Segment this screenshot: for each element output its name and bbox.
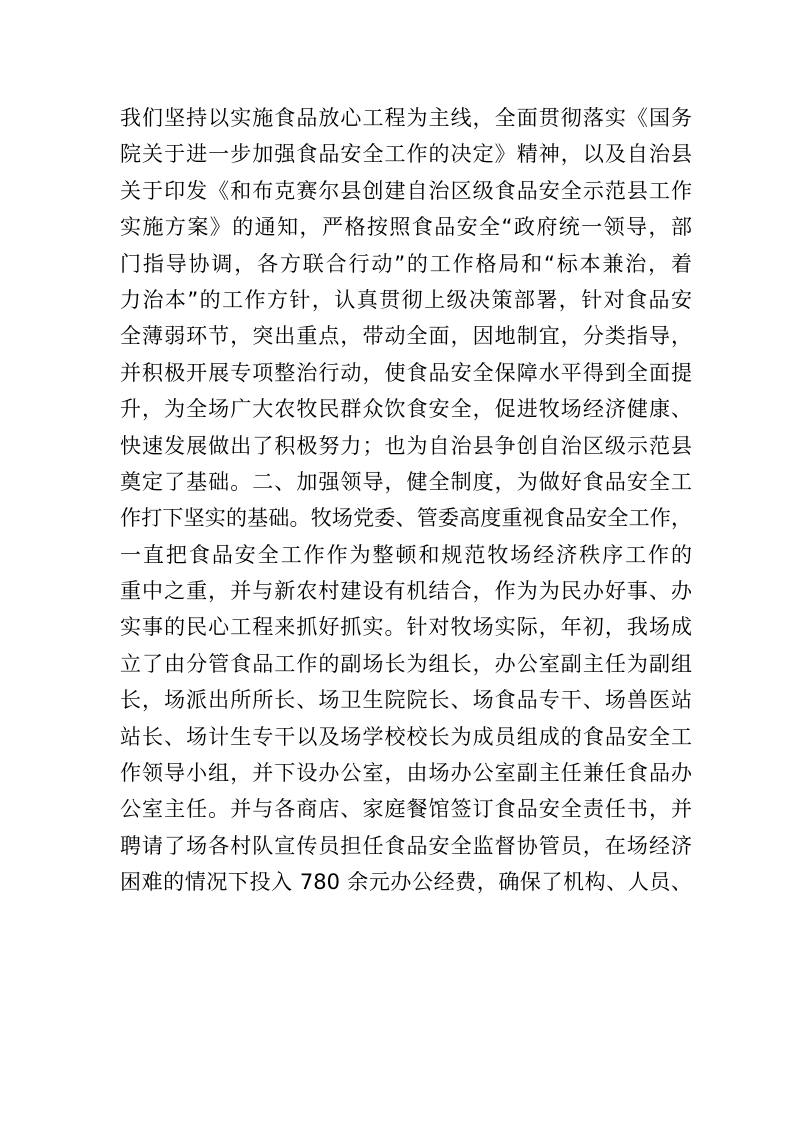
text-line: 困难的情况下投入 780 余元办公经费，确保了机构、人员、 [120, 870, 692, 895]
text-line: 重中之重，并与新农村建设有机结合，作为为民办好事、办 [120, 579, 692, 604]
text-line: 升，为全场广大农牧民群众饮食安全，促进牧场经济健康、 [120, 397, 692, 422]
text-line: 公室主任。并与各商店、家庭餐馆签订食品安全责任书，并 [120, 797, 692, 822]
text-line: 作领导小组，并下设办公室，由场办公室副主任兼任食品办 [120, 761, 692, 786]
text-line: 站长、场计生专干以及场学校校长为成员组成的食品安全工 [120, 724, 692, 749]
text-line: 实事的民心工程来抓好抓实。针对牧场实际，年初，我场成 [120, 615, 692, 640]
text-line: 我们坚持以实施食品放心工程为主线，全面贯彻落实《国务 [120, 106, 692, 130]
text-line: 院关于进一步加强食品安全工作的决定》精神，以及自治县 [120, 142, 692, 167]
text-line: 聘请了场各村队宣传员担任食品安全监督协管员，在场经济 [120, 833, 692, 858]
text-line: 奠定了基础。二、加强领导，健全制度，为做好食品安全工 [120, 469, 692, 494]
text-line: 门指导协调，各方联合行动”的工作格局和“标本兼治，着 [120, 251, 692, 276]
text-line: 立了由分管食品工作的副场长为组长，办公室副主任为副组 [120, 651, 692, 676]
text-line: 全薄弱环节，突出重点，带动全面，因地制宜，分类指导， [120, 324, 692, 349]
text-line: 作打下坚实的基础。牧场党委、管委高度重视食品安全工作， [120, 506, 692, 531]
text-line: 并积极开展专项整治行动，使食品安全保障水平得到全面提 [120, 360, 692, 385]
text-line: 实施方案》的通知，严格按照食品安全“政府统一领导，部 [120, 215, 692, 240]
text-line: 关于印发《和布克赛尔县创建自治区级食品安全示范县工作 [120, 178, 692, 203]
text-line: 快速发展做出了积极努力；也为自治县争创自治区级示范县 [120, 433, 692, 458]
text-line: 力治本”的工作方针，认真贯彻上级决策部署，针对食品安 [120, 287, 692, 312]
text-line: 长，场派出所所长、场卫生院院长、场食品专干、场兽医站 [120, 688, 692, 713]
body-text [120, 100, 692, 901]
text-line: 一直把食品安全工作作为整顿和规范牧场经济秩序工作的 [120, 542, 692, 567]
